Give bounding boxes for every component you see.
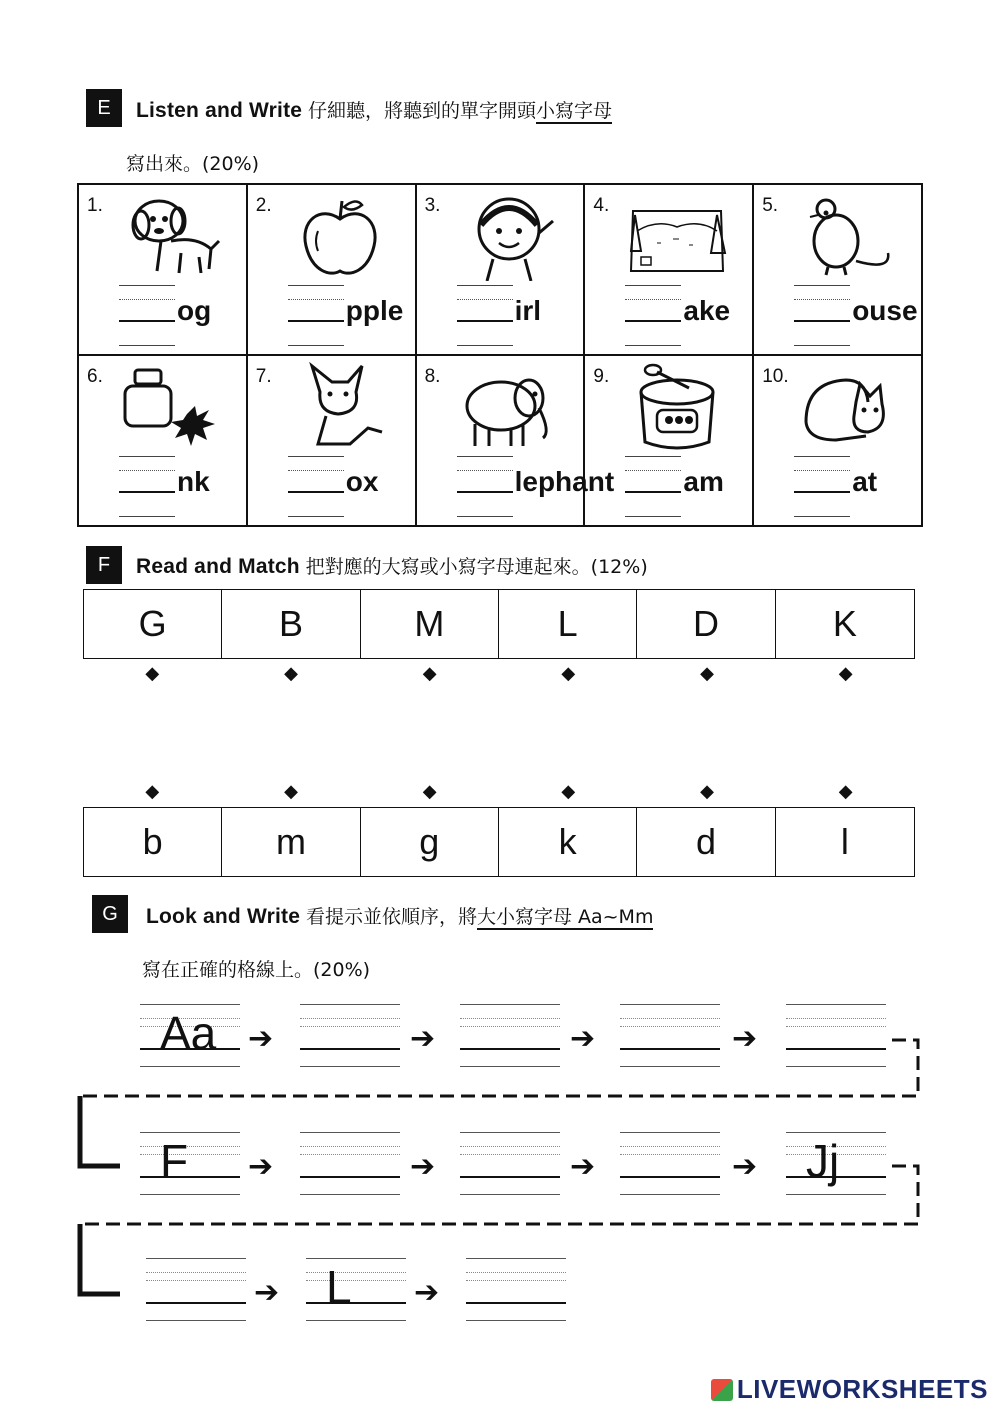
right-arrow-icon: ➔: [414, 1275, 440, 1310]
item-number: 7.: [255, 366, 272, 387]
item-number: 1.: [87, 195, 103, 216]
uppercase-letter: D: [637, 590, 775, 658]
right-arrow-icon: ➔: [732, 1149, 758, 1184]
lowercase-letter: b: [84, 808, 222, 876]
match-dot[interactable]: ◆: [284, 663, 298, 684]
section-f-label: F: [86, 546, 122, 584]
match-dot[interactable]: ◆: [561, 663, 576, 684]
lowercase-letter: k: [499, 808, 637, 876]
letter-writing-slot[interactable]: [140, 1004, 240, 1068]
right-arrow-icon: ➔: [410, 1021, 436, 1056]
lowercase-letter: l: [840, 821, 849, 862]
section-e-label: E: [86, 89, 122, 127]
item-number: 8.: [424, 366, 441, 387]
match-dot[interactable]: ◆: [838, 781, 853, 802]
section-e-subtitle: 寫出來。(20%): [126, 153, 260, 175]
match-dot[interactable]: ◆: [422, 663, 437, 684]
word-suffix: pple: [345, 295, 404, 326]
section-e-title-zh-underlined: 小寫字母: [536, 100, 613, 122]
slot-letter: F: [160, 1135, 189, 1187]
liveworksheets-badge-icon: [711, 1379, 733, 1401]
letter-writing-slot[interactable]: [300, 1004, 400, 1068]
word-suffix: nk: [177, 466, 210, 497]
letter-writing-slot[interactable]: [460, 1132, 560, 1196]
right-arrow-icon: ➔: [732, 1021, 758, 1056]
match-dot[interactable]: ◆: [700, 663, 714, 684]
item-number: 4.: [593, 195, 610, 216]
item-number: 6.: [87, 366, 103, 387]
liveworksheets-logo: [711, 1374, 988, 1405]
item-number: 5.: [762, 195, 779, 216]
footer-brand: LIVEWORKSHEETS: [736, 1374, 988, 1404]
uppercase-letter: K: [832, 603, 857, 644]
letter-writing-slot[interactable]: [140, 1132, 240, 1196]
section-g-label: G: [92, 895, 128, 933]
match-dot[interactable]: ◆: [561, 781, 576, 802]
letter-writing-slot[interactable]: [460, 1004, 560, 1068]
letter-writing-slot[interactable]: [300, 1132, 400, 1196]
lowercase-letter: m: [222, 808, 360, 876]
section-g-title-zh-underlined: 大小寫字母 Aa~Mm: [476, 906, 654, 928]
lowercase-letter: g: [361, 808, 499, 876]
match-dot[interactable]: ◆: [284, 781, 298, 802]
uppercase-letter: L: [499, 590, 637, 658]
word-suffix: ake: [683, 295, 731, 326]
slot-letter: Aa: [160, 1007, 217, 1059]
section-g-title-en: Look and Write: [146, 905, 301, 928]
match-dot[interactable]: ◆: [700, 781, 714, 802]
word-suffix: ox: [345, 466, 379, 497]
uppercase-letter: G: [84, 590, 222, 658]
right-arrow-icon: ➔: [248, 1149, 274, 1184]
lowercase-letter: d: [637, 808, 775, 876]
section-e-title-zh: 仔細聽，將聽到的單字開頭: [308, 100, 537, 122]
word-suffix: og: [177, 295, 212, 326]
word-suffix: am: [683, 466, 724, 497]
match-dot[interactable]: ◆: [838, 663, 853, 684]
section-g-title-zh: 看提示並依順序，將: [305, 906, 477, 928]
match-dot[interactable]: ◆: [145, 663, 160, 684]
slot-letter: Jj: [806, 1135, 840, 1187]
section-f-title-zh: 把對應的大寫或小寫字母連起來。(12%): [305, 556, 648, 578]
match-dot[interactable]: ◆: [422, 781, 437, 802]
letter-writing-slot[interactable]: [620, 1004, 720, 1068]
section-e-title-en: Listen and Write: [136, 99, 303, 122]
letter-writing-slot[interactable]: [306, 1258, 406, 1322]
right-arrow-icon: ➔: [570, 1149, 596, 1184]
section-g-subtitle: 寫在正確的格線上。(20%): [142, 959, 371, 981]
item-number: 3.: [424, 195, 441, 216]
uppercase-letter: M: [361, 590, 499, 658]
uppercase-letter: B: [222, 590, 360, 658]
letter-writing-slot[interactable]: [146, 1258, 246, 1322]
item-number: 2.: [255, 195, 272, 216]
letter-writing-slot[interactable]: [786, 1004, 886, 1068]
letter-writing-slot[interactable]: [620, 1132, 720, 1196]
word-suffix: ouse: [852, 295, 918, 326]
letter-writing-slot[interactable]: [466, 1258, 566, 1322]
right-arrow-icon: ➔: [410, 1149, 436, 1184]
word-suffix: lephant: [514, 466, 615, 497]
item-number: 10.: [762, 366, 789, 387]
word-suffix: irl: [514, 295, 542, 326]
slot-letter: L: [326, 1261, 352, 1313]
right-arrow-icon: ➔: [248, 1021, 274, 1056]
match-dot[interactable]: ◆: [145, 781, 160, 802]
section-f-title-en: Read and Match: [136, 555, 300, 578]
right-arrow-icon: ➔: [570, 1021, 596, 1056]
right-arrow-icon: ➔: [254, 1275, 280, 1310]
word-suffix: at: [852, 466, 878, 497]
letter-writing-slot[interactable]: [786, 1132, 886, 1196]
item-number: 9.: [593, 366, 610, 387]
